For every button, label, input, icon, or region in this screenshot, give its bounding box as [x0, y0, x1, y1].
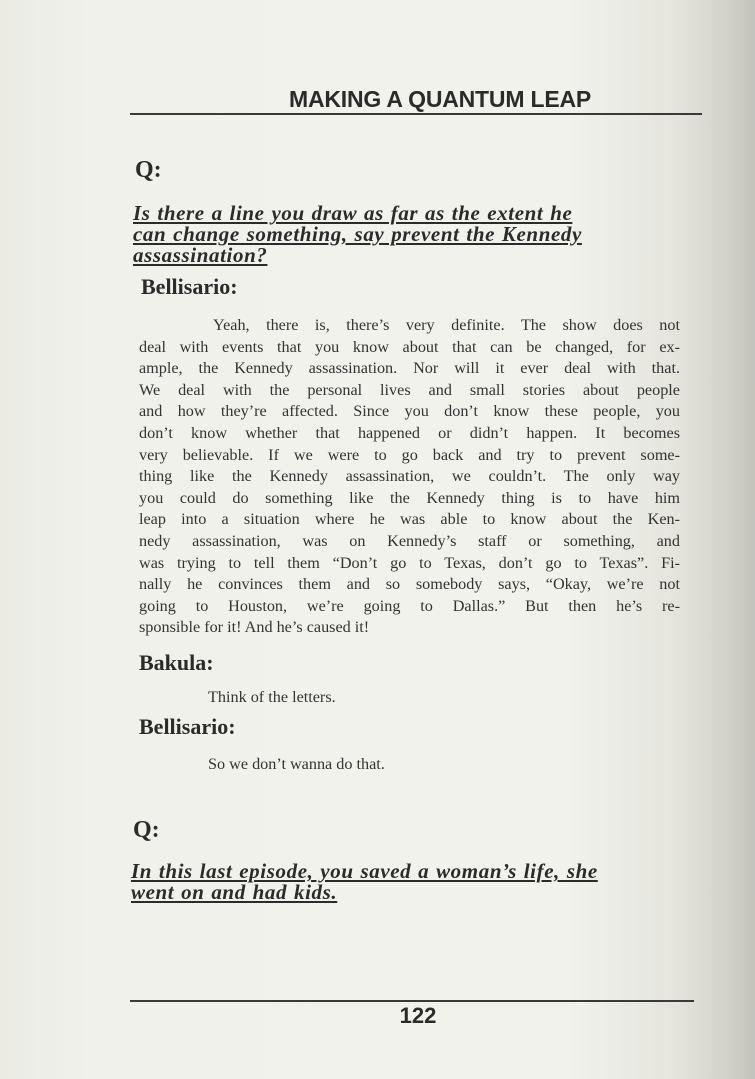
question-line: assassination?	[133, 243, 268, 267]
answer-line: going to Houston, we’re going to Dallas.” But then he’s re-	[139, 596, 680, 615]
footer-rule	[130, 1000, 694, 1002]
speaker-name: Bakula:	[139, 650, 214, 675]
running-header: MAKING A QUANTUM LEAP	[288, 86, 592, 112]
answer-line: leap into a situation where he was able to know about the Ken-	[139, 510, 680, 529]
answer-line: very believable. If we were to go back and try to prevent some-	[139, 445, 680, 464]
speaker-name: Bellisario:	[141, 274, 238, 299]
answer-line: don’t know whether that happened or didn’t happen. It becomes	[139, 423, 680, 442]
answer-line: you could do something like the Kennedy thing is to have him	[139, 488, 680, 507]
question-line: can change something, say prevent the Kennedy	[133, 222, 582, 246]
question-label: Q:	[135, 157, 162, 183]
speaker-name: Bellisario:	[139, 714, 236, 739]
question-line: went on and had kids.	[131, 880, 338, 904]
answer-line: nedy assassination, was on Kennedy’s staff or something, and	[139, 531, 680, 550]
question-line: Is there a line you draw as far as the extent he	[133, 201, 573, 225]
answer-line: Yeah, there is, there’s very definite. The show does not	[213, 316, 680, 334]
answer-text: Think of the letters.	[208, 688, 336, 706]
answer-line: thing like the Kennedy assassination, we couldn’t. The only way	[139, 467, 680, 486]
answer-line: and how they’re affected. Since you don’t know these people, you	[139, 402, 680, 421]
answer-line: ample, the Kennedy assassination. Nor will it ever deal with that.	[139, 359, 680, 378]
question-text	[131, 861, 598, 903]
answer-line: sponsible for it! And he’s caused it!	[139, 618, 370, 637]
answer-text: So we don’t wanna do that.	[208, 755, 385, 773]
answer-paragraph	[139, 315, 680, 639]
header-rule	[130, 113, 702, 115]
question-text	[133, 203, 582, 266]
question-label: Q:	[133, 817, 160, 843]
question-line: In this last episode, you saved a woman’s life, she	[131, 859, 598, 883]
answer-line: was trying to tell them “Don’t go to Texas, don’t go to Texas”. Fi-	[139, 553, 680, 572]
answer-line: deal with events that you know about that can be changed, for ex-	[139, 337, 680, 356]
page-number: 122	[399, 1003, 437, 1028]
answer-line: We deal with the personal lives and small stories about people	[139, 380, 680, 399]
answer-line: nally he convinces them and so somebody says, “Okay, we’re not	[139, 575, 680, 594]
